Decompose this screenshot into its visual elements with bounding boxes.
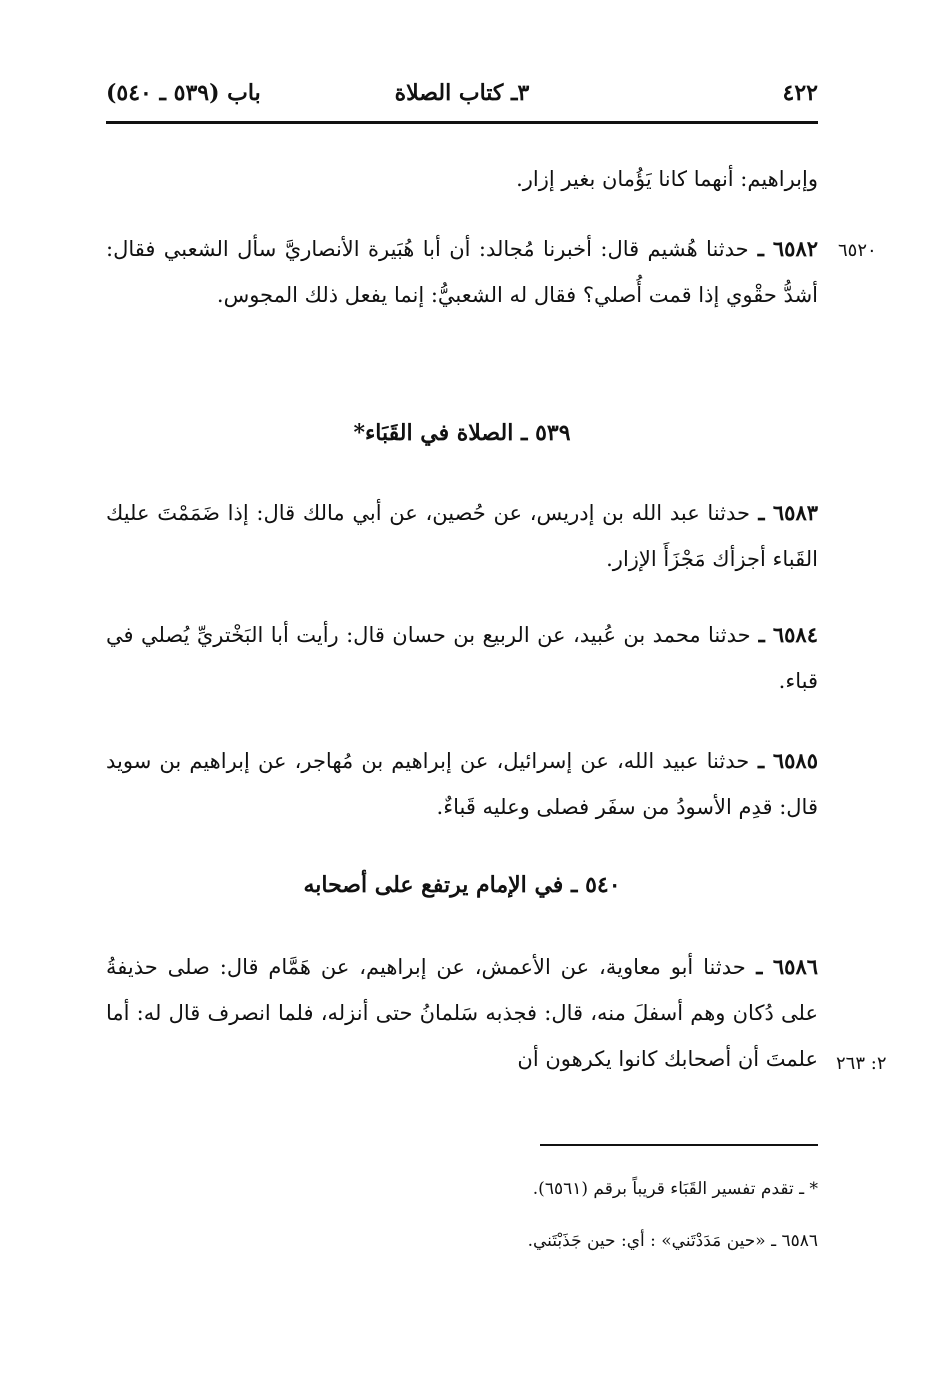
hadith-6584 — [106, 612, 818, 704]
paragraph-text: وإبراهيم: أنهما كانا يَؤُمان بغير إزار. — [516, 167, 818, 191]
book-title: ٣ـ كتاب الصلاة — [394, 80, 530, 106]
footnote-2: ٦٥٨٦ ـ «حين مَدَدْتَني» : أي: حين جَذَبْتَني. — [527, 1231, 818, 1251]
hadith-6586 — [106, 944, 818, 1082]
hadith-text: حدثنا عبيد الله، عن إسرائيل، عن إبراهيم بن مُهاجر، عن إبراهيم بن سويد قال: قدِم الأسودُ من سفَر فصلى وعليه قَباءٌ. — [106, 749, 818, 819]
hadith-6583 — [106, 490, 818, 582]
margin-ref-6520: ٦٥٢٠ — [838, 240, 877, 261]
hadith-text: حدثنا أبو معاوية، عن الأعمش، عن إبراهيم، عن هَمَّام قال: صلى حذيفةُ على دُكان وهم أسفلَ منه، قال: فجذبه سَلمانُ حتى أنزله، فلما انصرف قال له: أما علمتَ أن أصحابك كانوا يكرهون أن — [106, 955, 818, 1071]
section-title-539: ٥٣٩ ـ الصلاة في القَبَاء* — [353, 420, 571, 446]
hadith-number: ٦٥٨٣ ـ — [750, 500, 819, 525]
hadith-number: ٦٥٨٤ ـ — [750, 622, 818, 647]
hadith-6582 — [106, 226, 818, 318]
header-rule — [106, 121, 818, 124]
hadith-text: حدثنا محمد بن عُبيد، عن الربيع بن حسان قال: رأيت أبا البَخْتريِّ يُصلي في قباء. — [106, 623, 818, 693]
margin-ref-volume: ٢: ٢٦٣ — [836, 1053, 887, 1074]
hadith-text: حدثنا هُشيم قال: أخبرنا مُجالد: أن أبا هُبَيرة الأنصاريَّ سأل الشعبي فقال: أشدُّ حقْوي إذا قمت أُصلي؟ فقال له الشعبيُّ: إنما يفعل ذلك المجوس. — [106, 237, 818, 307]
paragraph-continuation — [106, 156, 818, 202]
hadith-number: ٦٥٨٥ ـ — [749, 748, 818, 773]
page-header — [106, 80, 818, 116]
hadith-number: ٦٥٨٢ ـ — [748, 236, 819, 261]
section-range: باب (٥٣٩ ـ ٥٤٠) — [106, 80, 261, 106]
hadith-number: ٦٥٨٦ ـ — [745, 954, 819, 979]
section-title-540: ٥٤٠ ـ في الإمام يرتفع على أصحابه — [303, 872, 621, 898]
hadith-6585 — [106, 738, 818, 830]
hadith-text: حدثنا عبد الله بن إدريس، عن حُصين، عن أبي مالك قال: إذا ضَمَمْتَ عليك القَباء أجزأك مَجْزَأَ الإزار. — [106, 501, 818, 571]
footnote-rule — [540, 1144, 818, 1146]
page-number: ٤٢٢ — [782, 80, 818, 106]
footnote-1: * ـ تقدم تفسير القَبَاء قريباً برقم (٦٥٦١). — [532, 1179, 818, 1199]
